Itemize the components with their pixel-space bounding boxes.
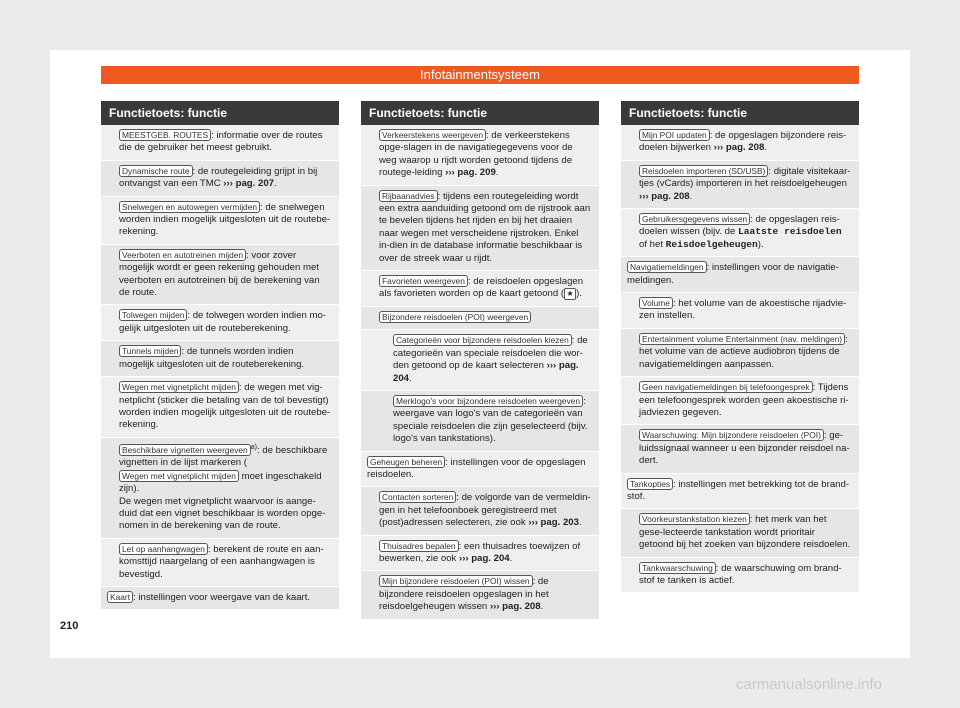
function-entry <box>101 377 339 438</box>
function-entry <box>101 305 339 341</box>
function-key-label: Categorieën voor bijzondere reisdoelen kiezen <box>393 334 572 346</box>
entry-text: : de beschikbare vignetten in de lijst markeren ( <box>119 444 328 469</box>
function-entry <box>361 536 599 572</box>
entry-text: : een thuisadres toewijzen of bewerken, zie ook <box>379 540 581 564</box>
entry-text: . <box>540 601 544 613</box>
function-entry <box>621 293 859 329</box>
function-entry <box>621 161 859 209</box>
entry-text: of het <box>639 238 666 250</box>
entry-text: . <box>409 372 412 384</box>
entry-text: : de verkeerstekens opge-slagen in de navigatiegegevens voor de weg waarop u rijdt worden getoond tijdens de routege-leiding <box>379 130 573 179</box>
function-entry <box>621 474 859 510</box>
page-reference: ››› pag. 204 <box>459 552 510 564</box>
entry-text: : de volgorde van de vermeldin-gen in het telefoonboek geregistreerd met (post)adressen selecteren, zie ook <box>379 492 591 529</box>
function-key-label: Voorkeurstankstation kiezen <box>639 513 750 525</box>
column-3 <box>621 101 859 593</box>
entry-text: : de reisdoelen opgeslagen als favorieten worden op de kaart getoond ( <box>379 276 584 300</box>
column-2 <box>361 101 599 620</box>
function-key-label: Geheugen beheren <box>367 456 445 468</box>
chapter-header: Infotainmentsysteem <box>101 66 859 84</box>
function-entry <box>621 125 859 161</box>
page-reference: ››› pag. 208 <box>713 142 765 154</box>
entry-text: ). <box>757 238 764 250</box>
entry-text: : instellingen voor weergave van de kaart. <box>133 591 311 603</box>
function-entry <box>101 341 339 377</box>
entry-text: : het volume van de actieve audiobron tijdens de navigatiemeldingen aanpassen. <box>639 333 848 370</box>
function-key-label: Thuisadres bepalen <box>379 540 459 552</box>
function-entry <box>101 197 339 245</box>
function-key-label: Tankopties <box>627 478 673 490</box>
function-key-label: Volume <box>639 297 673 309</box>
function-entry <box>101 125 339 161</box>
entry-text: : de bijzondere reisdoelen opgeslagen in het reisdoelgeheugen wissen <box>379 576 549 613</box>
function-key-label: Wegen met vignetplicht mijden <box>119 470 239 482</box>
footnote-marker: a) <box>250 443 257 451</box>
entry-text: : berekent de route en aan-komsttijd naargelang of een aanhangwagen is bevestigd. <box>119 543 324 580</box>
function-entry <box>361 571 599 619</box>
function-key-label: Veerboten en autotreinen mijden <box>119 249 246 261</box>
entry-text: : instellingen met betrekking tot de brand-stof. <box>627 478 850 502</box>
function-entry <box>621 209 859 257</box>
entry-text: . <box>689 190 693 202</box>
function-key-label: Kaart <box>107 591 133 603</box>
function-key-label: Beschikbare vignetten weergeven <box>119 444 251 456</box>
function-key-label: Gebruikersgegevens wissen <box>639 213 750 225</box>
column-3-title: Functietoets: functie <box>621 101 859 125</box>
column-1-title: Functietoets: functie <box>101 101 339 125</box>
function-key-label: Rijbaanadvies <box>379 190 438 202</box>
function-key-label: Entertainment volume Entertainment (nav. meldingen) <box>639 333 845 345</box>
function-entry <box>101 438 339 539</box>
entry-text: : instellingen voor de opgeslagen reisdoelen. <box>367 456 586 480</box>
function-entry <box>621 329 859 377</box>
function-key-label: Mijn bijzondere reisdoelen (POI) wissen <box>379 575 533 587</box>
function-entry <box>621 558 859 594</box>
function-entry <box>621 509 859 557</box>
function-key-label: Reisdoelen importeren (SD/USB) <box>639 165 768 177</box>
function-entry <box>621 377 859 425</box>
entry-text: : het merk van het gese-lecteerde tankstation wordt prioritair getoond bij het zoeken van bijzondere reisdoelen. <box>639 514 851 551</box>
entry-text: : digitale visitekaar-tjes (vCards) importeren in het reisdoelgeheugen <box>639 165 851 190</box>
entry-text: : ge-luidssignaal wanneer u een bijzonder reisdoel na-dert. <box>639 430 850 467</box>
page-number: 210 <box>60 620 79 632</box>
entry-text: : weergave van logo's van de categorieën van speciale reisdoelen die zijn geselecteerd (bijv. logo's van tankstations). <box>393 395 588 445</box>
entry-text: : het volume van de akoestische rijadvie-zen instellen. <box>639 298 847 322</box>
column-2-title: Functietoets: functie <box>361 101 599 125</box>
entry-text: : voor zover mogelijk wordt er geen rekening gehouden met veerboten en autotreinen bij de berekening van de route. <box>119 249 320 299</box>
entry-text: moet ingeschakeld zijn). <box>119 470 322 495</box>
function-entry <box>361 307 599 330</box>
entry-text: . <box>274 178 277 190</box>
function-key-label: Wegen met vignetplicht mijden <box>119 381 239 393</box>
function-key-label: Tolwegen mijden <box>119 309 187 321</box>
menu-option-label: Laatste reisdoelen <box>738 226 842 238</box>
function-key-label: Waarschuwing: Mijn bijzondere reisdoelen (POI) <box>639 429 824 441</box>
entry-text: : de waarschuwing om brand-stof te tanken is actief. <box>639 562 842 586</box>
entry-text: . <box>509 552 513 564</box>
column-1 <box>101 101 339 610</box>
function-key-label: Snelwegen en autowegen vermijden <box>119 201 260 213</box>
entry-text: : tijdens een routegeleiding wordt een extra aanduiding getoond om de rijstrook aan te bevelen tijdens het rijden en bij het draaien naar wegen met verscheidene rijstroken. Enkel in-dien in de database informatie beschikbaar is over de streek waar u rijdt. <box>379 190 591 264</box>
entry-text: : de tunnels worden indien mogelijk uitgesloten uit de routeberekening. <box>119 346 305 370</box>
page-reference: ››› pag. 204 <box>393 360 579 384</box>
function-entry <box>361 271 599 307</box>
entry-text: : de wegen met vig-netplicht (sticker die betaling van de tol bevestigt) worden indien mogelijk uitgesloten uit de routebe-rekening. <box>119 382 331 431</box>
function-entry <box>361 452 599 488</box>
function-entry <box>101 587 339 610</box>
function-key-label: Let op aanhangwagen <box>119 543 208 555</box>
function-key-label: Tankwaarschuwing <box>639 562 716 574</box>
page-reference: ››› pag. 208 <box>639 190 690 202</box>
function-entry <box>361 125 599 186</box>
entry-text: : de categorieën van speciale reisdoelen die wor-den getoond op de kaart selecteren <box>393 335 588 372</box>
function-key-label: MEESTGEB. ROUTES <box>119 129 211 141</box>
function-entry <box>361 487 599 535</box>
function-entry <box>361 391 599 452</box>
entry-text: : de opgeslagen bijzondere reis-doelen bijwerken <box>639 130 847 154</box>
entry-text: : Tijdens een telefoongesprek worden geen akoestische ri-jadviezen gegeven. <box>639 382 849 418</box>
page-reference: ››› pag. 209 <box>445 167 496 179</box>
page-reference: ››› pag. 208 <box>489 601 541 613</box>
function-key-label: Mijn POI updaten <box>639 129 710 141</box>
function-key-label: Tunnels mijden <box>119 345 181 357</box>
entry-text: . <box>495 167 499 179</box>
function-key-label: Merklogo's voor bijzondere reisdoelen weergeven <box>393 395 583 407</box>
entry-text: . <box>764 142 767 154</box>
entry-note: De wegen met vignetplicht waarvoor is aange-duid dat een vignet beschikbaar is worden opge-nomen in de berekening van de route. <box>119 495 326 532</box>
function-key-label: Bijzondere reisdoelen (POI) weergeven <box>379 311 531 323</box>
function-entry <box>101 161 339 197</box>
entry-text: . <box>578 517 582 529</box>
function-key-label: Dynamische route <box>119 165 193 177</box>
entry-text: : instellingen voor de navigatie-meldingen. <box>627 262 839 286</box>
function-key-label: Favorieten weergeven <box>379 275 468 287</box>
entry-text: : de snelwegen worden indien mogelijk uitgesloten uit de routebe-rekening. <box>119 201 331 238</box>
entry-text: : informatie over de routes die de gebruiker het meest gebruikt. <box>119 130 323 154</box>
function-key-label: Geen navigatiemeldingen bij telefoongesprek <box>639 381 813 393</box>
page-reference: ››› pag. 207 <box>223 178 275 190</box>
entry-text: ). <box>576 288 582 300</box>
function-entry <box>361 186 599 271</box>
function-key-label: Contacten sorteren <box>379 491 456 503</box>
entry-text: : de tolwegen worden indien mo-gelijk uitgesloten uit de routeberekening. <box>119 310 327 334</box>
menu-option-label: Reisdoelgeheugen <box>665 238 758 250</box>
function-entry <box>361 330 599 391</box>
function-entry <box>621 425 859 473</box>
entry-text: : de opgeslagen reis-doelen wissen (bijv. de <box>639 214 840 238</box>
watermark: carmanualsonline.info <box>736 676 882 693</box>
favorite-star-icon: ★ <box>564 288 576 300</box>
function-key-label: Verkeerstekens weergeven <box>379 129 486 141</box>
entry-text: : de routegeleiding grijpt in bij ontvangst van een TMC <box>119 165 318 190</box>
function-key-label: Navigatiemeldingen <box>627 261 707 273</box>
function-entry <box>101 539 339 587</box>
function-entry <box>621 257 859 293</box>
page-reference: ››› pag. 203 <box>528 517 579 529</box>
function-entry <box>101 245 339 306</box>
